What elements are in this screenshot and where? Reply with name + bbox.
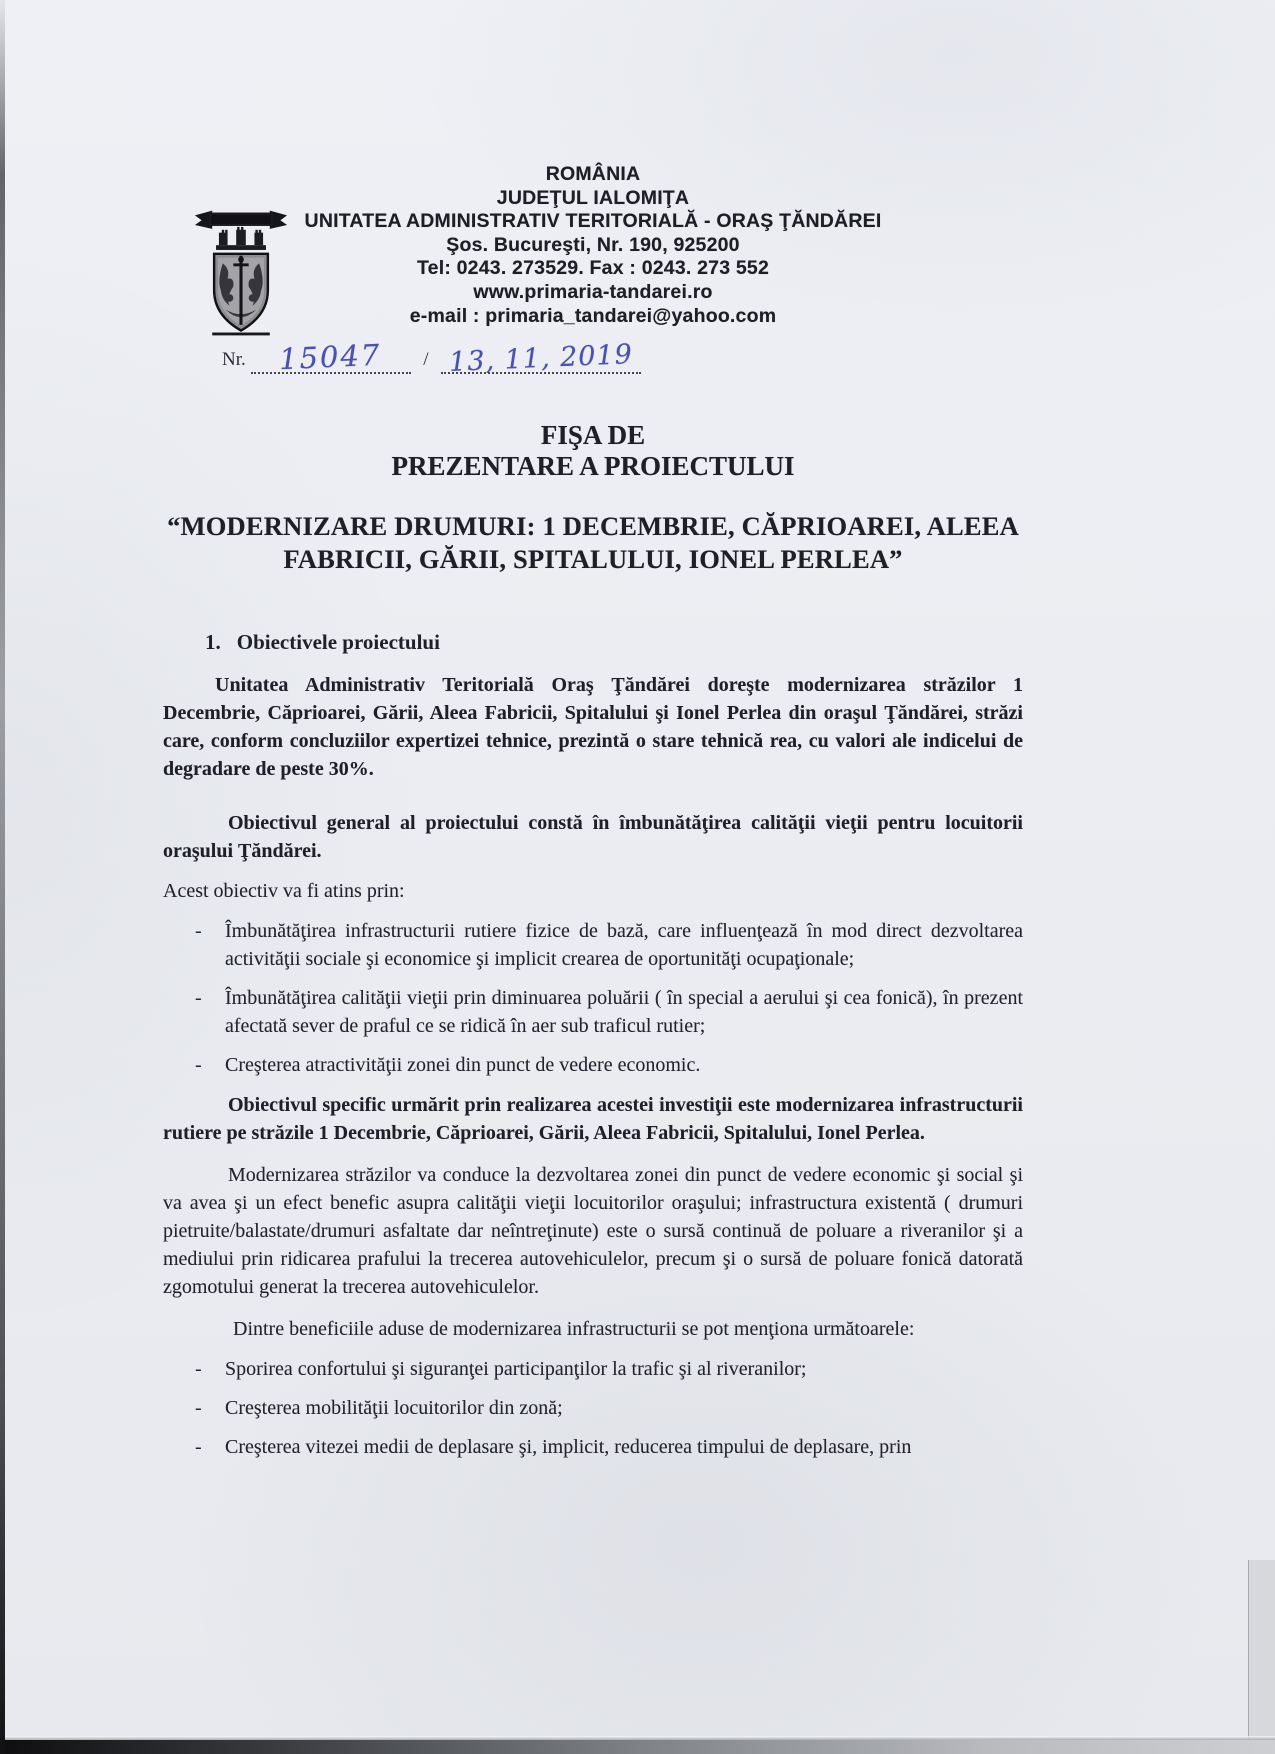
list-item — [195, 917, 1023, 973]
coat-of-arms-icon — [193, 205, 289, 341]
scanner-bottom-edge — [0, 1740, 1275, 1754]
handwritten-number: 15047 — [278, 337, 383, 377]
letterhead-authority: UNITATEA ADMINISTRATIV TERITORIALĂ - ORAŞ ŢĂNDĂREI — [304, 210, 882, 233]
registration-label: Nr. — [222, 349, 246, 371]
paragraph-intro: Unitatea Administrativ Teritorială Oraş Ţăndărei doreşte modernizarea străzilor 1 Decembrie, Căprioarei, Gării, Aleea Fabricii, Spitalului şi Ionel Perlea din oraşul Ţăndărei, străzi care, conform concluziilor expertizei tehnice, prezintă o stare tehnică rea, cu valori ale indicelui de degradare de peste 30%. — [163, 674, 1023, 781]
list-item — [195, 1433, 1023, 1461]
registration-row — [222, 338, 1023, 384]
bullet-dash: - — [195, 1054, 202, 1077]
bullet-dash: - — [195, 1436, 202, 1459]
letterhead — [163, 163, 1023, 328]
list-item — [195, 1051, 1023, 1079]
registration-separator: / — [423, 349, 429, 371]
list-item-text: Sporirea confortului şi siguranţei participanţilor la trafic şi al riveranilor; — [225, 1358, 807, 1381]
letterhead-country: ROMÂNIA — [545, 163, 641, 185]
project-title-line1: “MODERNIZARE DRUMURI: 1 DECEMBRIE, CĂPRIOAREI, ALEEA — [167, 511, 1019, 542]
paragraph-atins: Acest obiectiv va fi atins prin: — [163, 880, 405, 903]
list-item — [195, 1394, 1023, 1422]
project-title — [163, 510, 1023, 576]
document-content — [163, 0, 1023, 1461]
paper-right-edge — [1248, 1560, 1275, 1740]
bullet-dash: - — [195, 1358, 202, 1381]
list-item-text: Creşterea atractivităţii zonei din punct de vedere economic. — [225, 1054, 701, 1077]
document-title-line2: PREZENTARE A PROIECTULUI — [391, 451, 795, 482]
document-title — [163, 420, 1023, 482]
letterhead-address: Şos. Bucureşti, Nr. 190, 925200 — [446, 233, 740, 256]
paragraph-beneficii: Dintre beneficiile aduse de modernizarea infrastructurii se pot menţiona următoarele: — [233, 1318, 915, 1341]
letterhead-county: JUDEŢUL IALOMIŢA — [496, 186, 690, 209]
project-title-line2: FABRICII, GĂRII, SPITALULUI, IONEL PERLEA” — [283, 544, 903, 575]
bullet-dash: - — [195, 1397, 202, 1420]
letterhead-phone-fax: Tel: 0243. 273529. Fax : 0243. 273 552 — [417, 257, 769, 280]
paragraph-modernizare: Modernizarea străzilor va conduce la dezvoltarea zonei din punct de vedere economic şi social şi va avea şi un efect benefic asupra calităţii vieţii locuitorilor oraşului; infrastructura existentă ( drumuri pietruite/balastate/drumuri asfaltate dar neîntreţinute) este o sursă continuă de poluare a riveranilor şi a mediului prin ridicarea prafului la trecerea autovehiculelor, precum şi o sursă de poluare fonică datorată zgomotului generat la trecerea autovehiculelor. — [163, 1164, 1023, 1299]
scanner-left-edge — [0, 0, 5, 1754]
list-item — [195, 984, 1023, 1040]
handwritten-date: 13, 11, 2019 — [448, 339, 634, 379]
list-item-text: Creşterea vitezei medii de deplasare şi, implicit, reducerea timpului de deplasare, prin — [225, 1436, 912, 1459]
letterhead-website: www.primaria-tandarei.ro — [473, 280, 713, 303]
section-1-number: 1. — [205, 630, 221, 655]
section-1-heading — [205, 630, 1023, 655]
bullet-dash: - — [195, 920, 202, 943]
registration-date-field — [441, 339, 641, 379]
benefits-list — [195, 1355, 1023, 1461]
list-item-text: Creşterea mobilităţii locuitorilor din zonă; — [225, 1397, 563, 1420]
paragraph-specific-objective: Obiectivul specific urmărit prin realizarea acestei investiţii este modernizarea infrastructurii rutiere pe străzile 1 Decembrie, Căprioarei, Gării, Aleea Fabricii, Spitalului, Ionel Perlea. — [163, 1094, 1023, 1145]
document-title-line1: FIŞA DE — [540, 420, 646, 451]
paragraph-general-objective: Obiectivul general al proiectului constă în îmbunătăţirea calităţii vieţii pentru locuitorii oraşului Ţăndărei. — [163, 812, 1023, 863]
list-item-text: Îmbunătăţirea calităţii vieţii prin diminuarea poluării ( în special a aerului şi cea fonică), în prezent afectată sever de praful ce se ridică în aer sub traficul rutier; — [225, 987, 1023, 1038]
section-1-title: Obiectivele proiectului — [236, 630, 440, 655]
list-item-text: Îmbunătăţirea infrastructurii rutiere fizice de bază, care influenţează în mod direct dezvoltarea activităţii sociale şi economice şi implicit crearea de oportunităţi ocupaţionale; — [225, 920, 1023, 971]
bullet-dash: - — [195, 987, 202, 1010]
list-item — [195, 1355, 1023, 1383]
letterhead-email: e-mail : primaria_tandarei@yahoo.com — [409, 304, 777, 327]
objectives-list — [195, 917, 1023, 1079]
registration-number-field — [251, 337, 411, 377]
